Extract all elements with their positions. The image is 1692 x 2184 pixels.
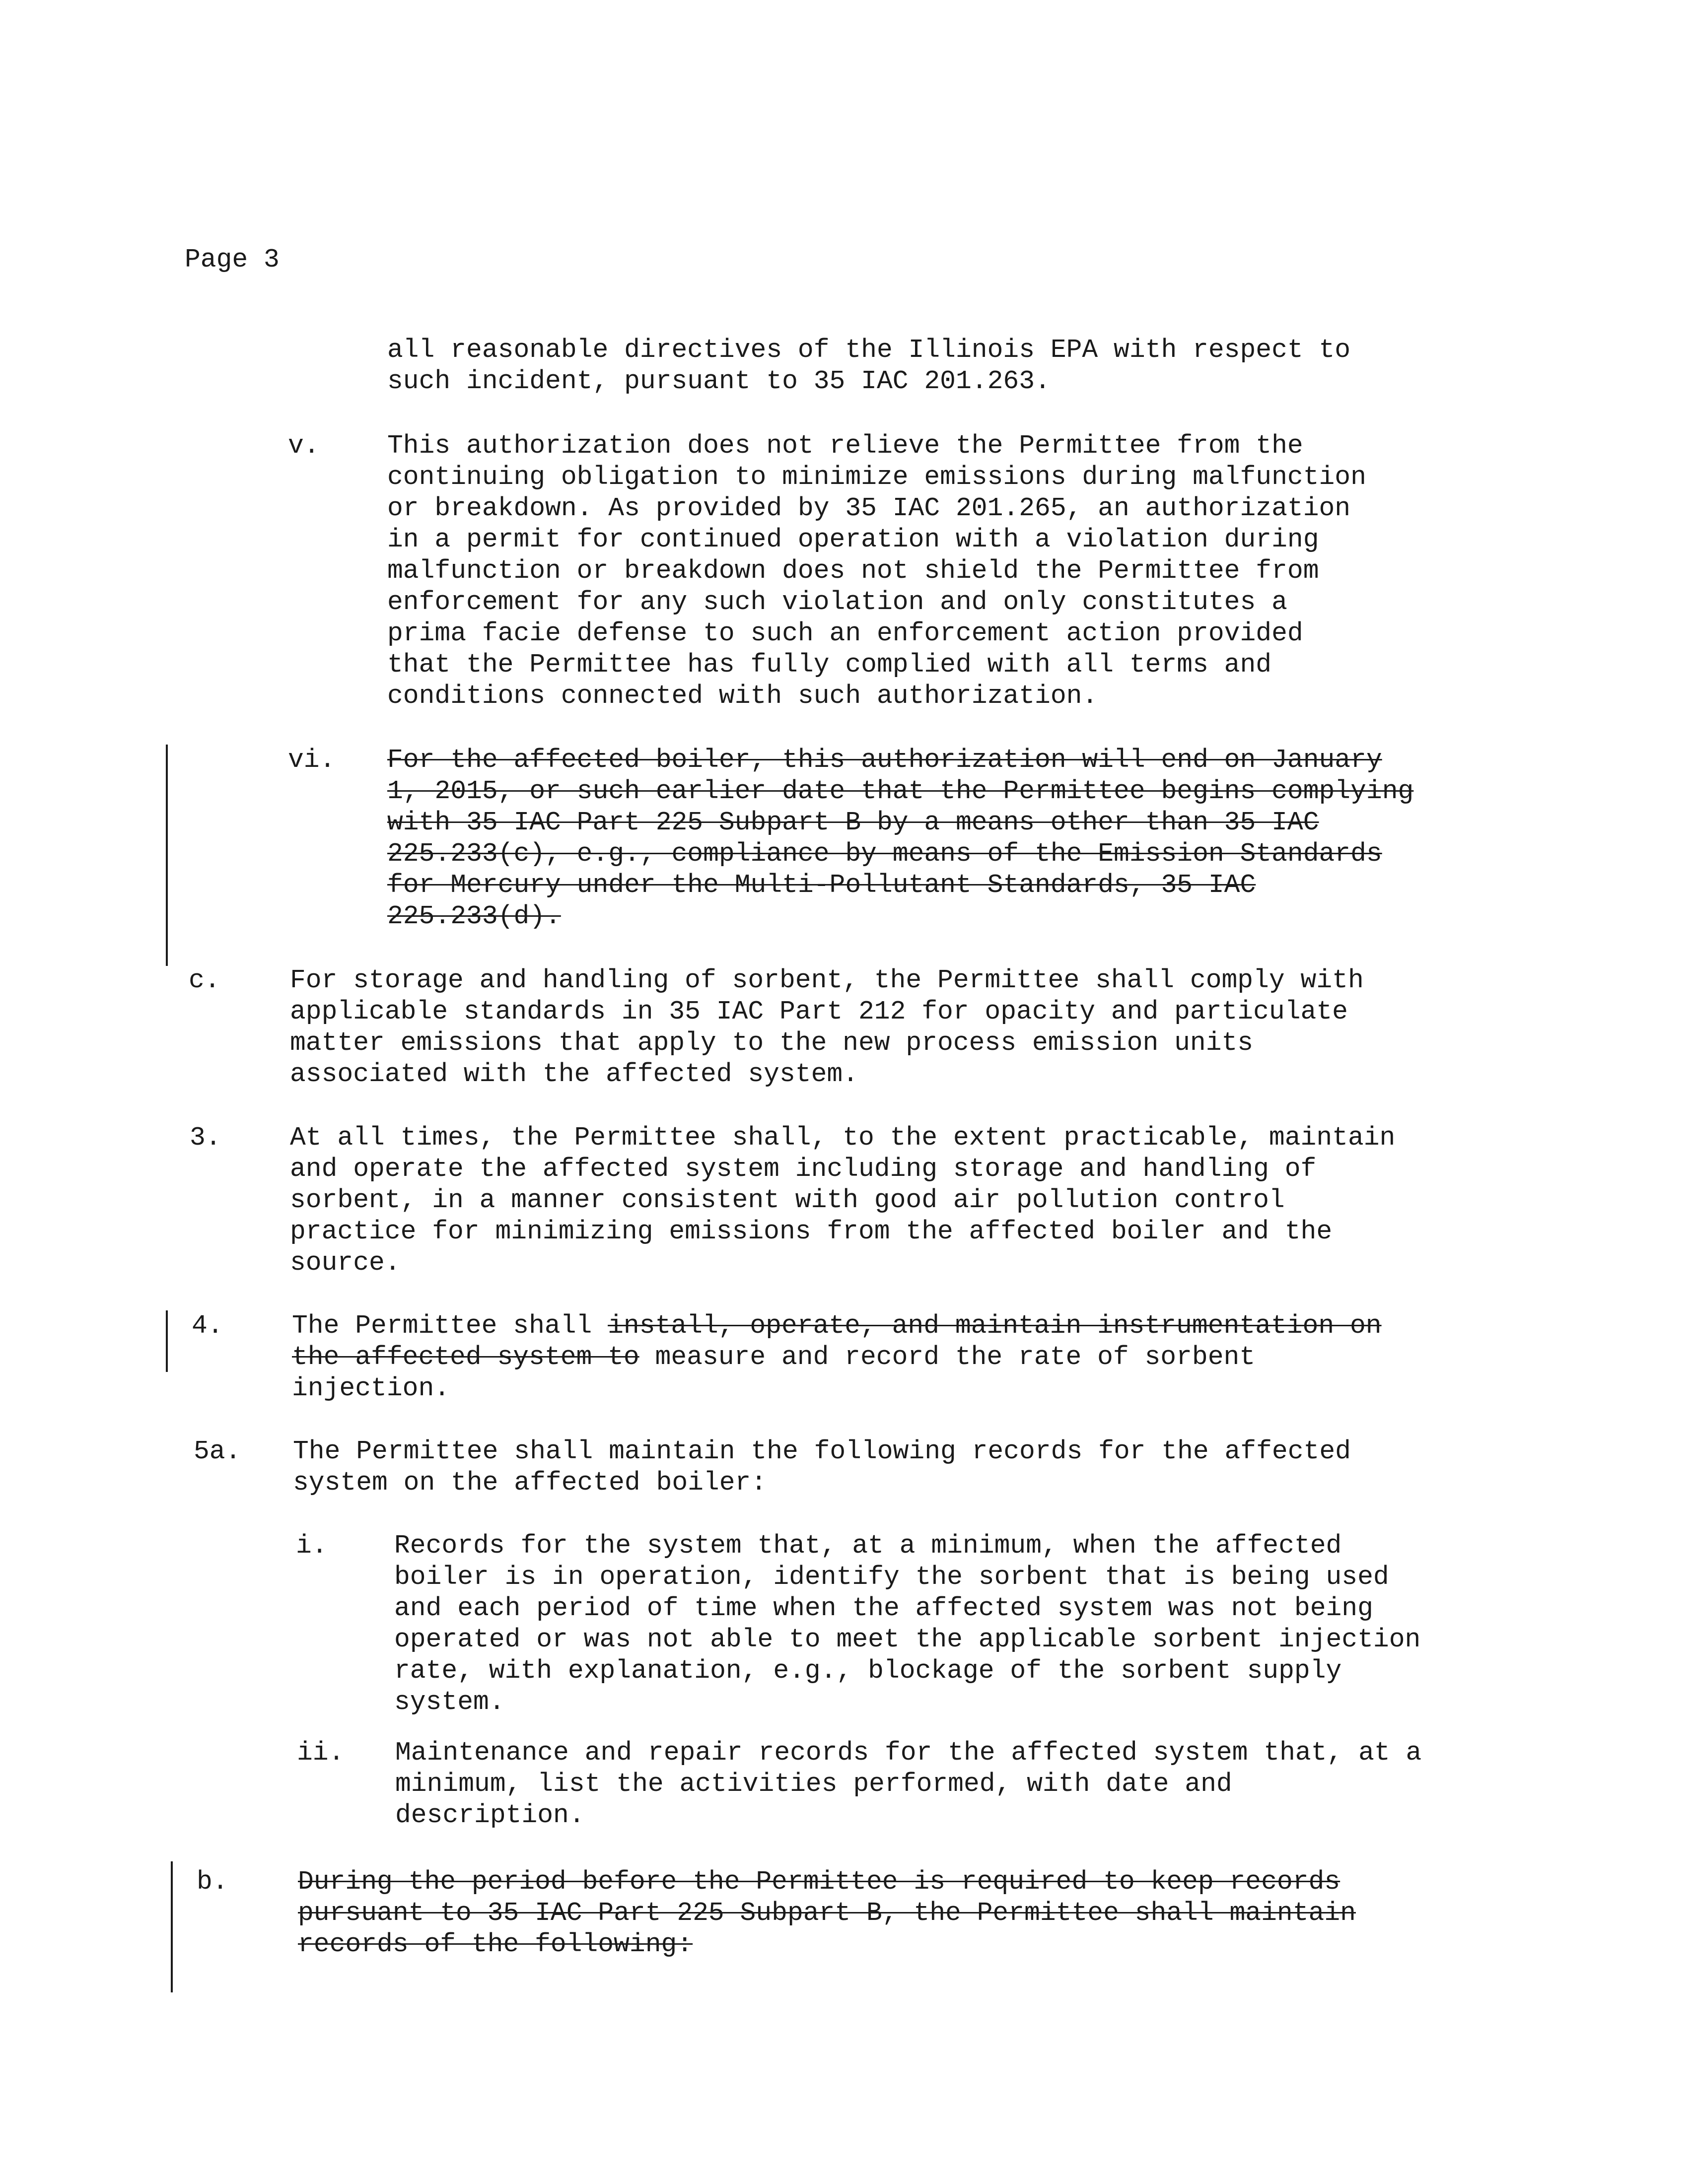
- struck-line: 225.233(d).: [387, 901, 561, 931]
- text-line: minimum, list the activities performed, with date and: [395, 1769, 1232, 1799]
- plain-text: measure and record the rate of sorbent: [639, 1342, 1256, 1372]
- text-line: in a permit for continued operation with a violation during: [387, 525, 1319, 554]
- text-line: description.: [395, 1800, 585, 1830]
- text-line: source.: [290, 1248, 401, 1278]
- text-line: sorbent, in a manner consistent with good air pollution control: [290, 1185, 1285, 1215]
- item-label: 3.: [190, 1123, 221, 1153]
- struck-line: 1, 2015, or such earlier date that the Permittee begins complying: [387, 776, 1414, 806]
- struck-text: install, operate, and maintain instrumentation on: [608, 1311, 1382, 1341]
- text-line: injection.: [292, 1373, 450, 1403]
- item-label: i.: [296, 1531, 328, 1561]
- text-line: system.: [394, 1687, 505, 1717]
- text-line: and operate the affected system including storage and handling of: [290, 1154, 1317, 1184]
- text-line: [292, 1342, 1255, 1373]
- text-line: The Permittee shall maintain the following records for the affected: [293, 1436, 1351, 1466]
- plain-text: The Permittee shall: [292, 1311, 608, 1341]
- text-line: For storage and handling of sorbent, the Permittee shall comply with: [290, 965, 1364, 995]
- struck-line: records of the following:: [298, 1929, 693, 1959]
- item-label: 4.: [192, 1311, 223, 1341]
- text-line: Records for the system that, at a minimum, when the affected: [394, 1531, 1342, 1561]
- text-line: rate, with explanation, e.g., blockage of the sorbent supply: [394, 1656, 1342, 1686]
- revision-bar: [166, 1310, 168, 1372]
- text-line: boiler is in operation, identify the sorbent that is being used: [394, 1562, 1389, 1592]
- item-label: v.: [288, 431, 320, 461]
- item-label: b.: [197, 1867, 228, 1897]
- struck-line: For the affected boiler, this authorization will end on January: [387, 745, 1382, 775]
- text-line: system on the affected boiler:: [293, 1468, 767, 1498]
- text-line: At all times, the Permittee shall, to the extent practicable, maintain: [290, 1123, 1396, 1153]
- revision-bar: [171, 1861, 173, 1992]
- text-line: enforcement for any such violation and only constitutes a: [387, 587, 1287, 617]
- item-label: ii.: [297, 1738, 345, 1768]
- struck-text: the affected system to: [292, 1342, 639, 1372]
- struck-line: for Mercury under the Multi-Pollutant Standards, 35 IAC: [387, 870, 1256, 900]
- text-line: [292, 1310, 1382, 1342]
- text-line: matter emissions that apply to the new process emission units: [290, 1028, 1254, 1058]
- text-line: Maintenance and repair records for the affected system that, at a: [395, 1738, 1422, 1768]
- item-label: 5a.: [194, 1436, 241, 1466]
- text-line: prima facie defense to such an enforcement action provided: [387, 618, 1303, 648]
- revision-bar: [166, 745, 168, 966]
- item-label: vi.: [288, 745, 336, 775]
- text-line: such incident, pursuant to 35 IAC 201.263.: [387, 366, 1051, 396]
- text-line: or breakdown. As provided by 35 IAC 201.265, an authorization: [387, 493, 1351, 523]
- text-line: operated or was not able to meet the applicable sorbent injection: [394, 1625, 1421, 1654]
- text-line: This authorization does not relieve the Permittee from the: [387, 431, 1303, 461]
- struck-line: 225.233(c), e.g., compliance by means of the Emission Standards: [387, 839, 1382, 869]
- text-line: all reasonable directives of the Illinois EPA with respect to: [387, 335, 1351, 365]
- item-label: c.: [189, 965, 220, 995]
- text-line: practice for minimizing emissions from the affected boiler and the: [290, 1217, 1333, 1246]
- text-line: associated with the affected system.: [290, 1059, 858, 1089]
- struck-line: with 35 IAC Part 225 Subpart B by a means other than 35 IAC: [387, 808, 1319, 837]
- page-number: Page 3: [185, 245, 280, 274]
- struck-line: pursuant to 35 IAC Part 225 Subpart B, the Permittee shall maintain: [298, 1898, 1356, 1928]
- text-line: and each period of time when the affected system was not being: [394, 1593, 1373, 1623]
- text-line: that the Permittee has fully complied with all terms and: [387, 650, 1272, 680]
- text-line: applicable standards in 35 IAC Part 212 for opacity and particulate: [290, 997, 1348, 1026]
- text-line: malfunction or breakdown does not shield the Permittee from: [387, 556, 1319, 586]
- struck-line: During the period before the Permittee is required to keep records: [298, 1867, 1340, 1897]
- text-line: continuing obligation to minimize emissions during malfunction: [387, 462, 1366, 492]
- text-line: conditions connected with such authorization.: [387, 681, 1098, 711]
